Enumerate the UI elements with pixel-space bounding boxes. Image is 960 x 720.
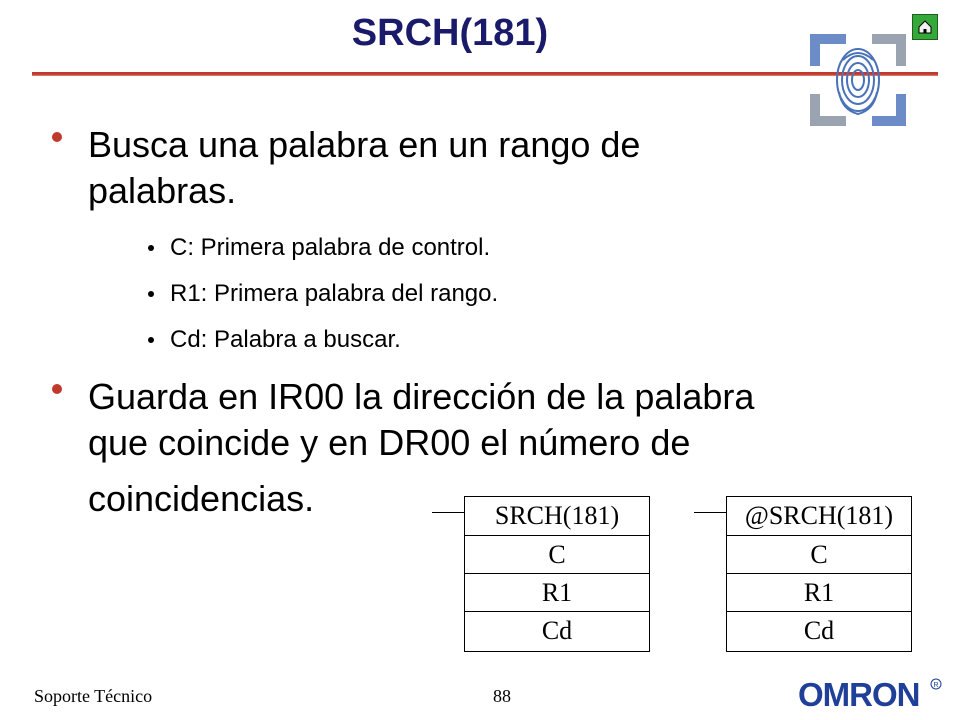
ladder-cell-instruction: SRCH(181)	[494, 501, 620, 530]
title-divider	[32, 72, 938, 76]
bullet-dot	[52, 384, 62, 394]
bullet-2-line-3: coincidencias.	[88, 478, 315, 519]
bullet-2-line-2: que coincide y en DR00 el número de	[88, 422, 691, 463]
ladder-cell-c: C	[727, 535, 911, 573]
ladder-cell-instruction: @SRCH(181)	[744, 501, 894, 530]
ladder-block-srch-differentiated	[726, 496, 912, 652]
omron-wordmark: OMRON	[798, 676, 920, 712]
sub-bullet-dot	[148, 291, 154, 297]
ladder-wire	[694, 512, 726, 513]
ladder-block-srch	[464, 496, 650, 652]
ladder-cell-cd: Cd	[465, 611, 649, 649]
sub-bullet-3: Cd: Palabra a buscar.	[170, 326, 401, 353]
ladder-cell-r1: R1	[727, 573, 911, 611]
svg-text:R: R	[933, 682, 939, 689]
slide-title: SRCH(181)	[351, 12, 549, 54]
omron-logo	[798, 676, 944, 712]
ladder-cell-r1: R1	[465, 573, 649, 611]
footer-label: Soporte Técnico	[34, 686, 153, 706]
bullet-2-line-1: Guarda en IR00 la dirección de la palabra	[88, 376, 755, 417]
ladder-wire	[432, 512, 464, 513]
fingerprint-logo-icon	[806, 30, 910, 130]
ladder-cell-c: C	[465, 535, 649, 573]
page-number: 88	[493, 686, 511, 706]
bullet-dot	[52, 132, 62, 142]
sub-bullet-1: C: Primera palabra de control.	[170, 234, 491, 261]
sub-bullet-dot	[148, 337, 154, 343]
ladder-cell-cd: Cd	[727, 611, 911, 649]
bullet-1-line-1: Busca una palabra en un rango de	[88, 124, 641, 165]
sub-bullet-2: R1: Primera palabra del rango.	[170, 280, 499, 307]
sub-bullet-dot	[148, 245, 154, 251]
home-button[interactable]	[912, 14, 938, 40]
home-icon	[917, 19, 933, 35]
bullet-1-line-2: palabras.	[88, 170, 237, 211]
